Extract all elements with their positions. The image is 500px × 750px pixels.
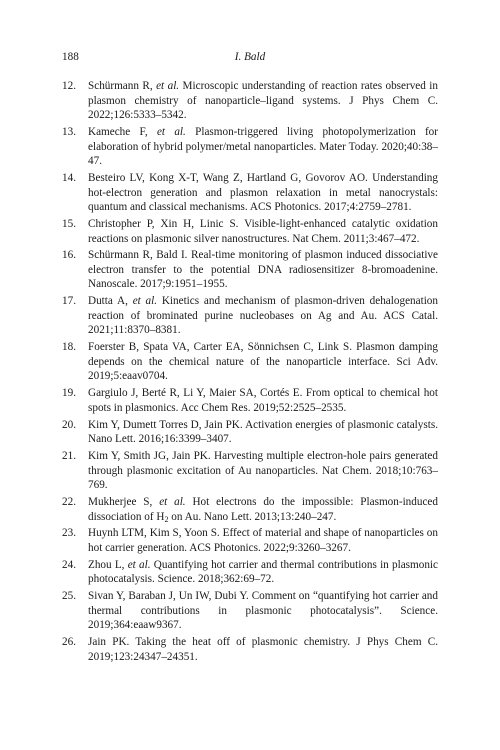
reference-item (62, 125, 438, 169)
reference-text: Gargiulo J, Berté R, Li Y, Maier SA, Cortés E. From optical to chemical hot spots in plasmonics. Acc Chem Res. 2019;52:2525–2535. (88, 387, 438, 414)
reference-number: 19. (62, 387, 76, 400)
reference-text-cont: Kinetics and mechanism of plasmon-driven dehalogenation reaction of brominated purine nucleobases on Ag and Au. ACS Catal. 2021;11:8370–8381. (88, 295, 438, 337)
reference-text: Christopher P, Xin H, Linic S. Visible-light-enhanced catalytic oxidation reactions on plasmonic silver nanostructures. Nat Chem. 2011;3:467–472. (88, 217, 438, 245)
reference-number: 15. (62, 217, 76, 230)
reference-item (62, 635, 438, 664)
reference-number: 21. (62, 449, 76, 462)
et-al: et al. (156, 80, 180, 92)
reference-item (62, 340, 438, 384)
reference-text-cont: Quantifying hot carrier and thermal contributions in plasmonic photocatalysis. Science. 2018;362:69–72. (88, 558, 438, 586)
reference-number: 24. (62, 558, 76, 571)
reference-text-cont: Hot electrons do the impossible: Plasmon-induced dissociation of H (88, 495, 438, 523)
reference-text: Kim Y, Smith JG, Jain PK. Harvesting multiple electron-hole pairs generated through plasmonic excitation of Au nanoparticles. Nat Chem. 2018;10:763–769. (88, 449, 438, 492)
et-al: et al. (132, 295, 158, 308)
reference-text: Sivan Y, Baraban J, Un IW, Dubi Y. Comment on “quantifying hot carrier and thermal contributions in plasmonic photocatalysis”. Science. 2019;364:eaaw9367. (88, 590, 438, 632)
reference-text: Jain PK. Taking the heat off of plasmonic chemistry. J Phys Chem C. 2019;123:24347–24351. (88, 636, 438, 663)
reference-text: Schürmann R, (88, 80, 157, 92)
reference-number: 14. (62, 171, 76, 184)
reference-item (62, 418, 438, 447)
running-head (62, 51, 438, 67)
reference-text: Schürmann R, Bald I. Real-time monitoring of plasmon induced dissociative electron transfer to the potential DNA radiosensitizer 8-bromoadenine. Nanoscale. 2017;9:1951–1955. (88, 249, 438, 291)
reference-text: Kim Y, Dumett Torres D, Jain PK. Activation energies of plasmonic catalysts. Nano Lett. 2016;16:3399–3407. (88, 418, 438, 446)
reference-item (62, 217, 438, 246)
reference-text: Foerster B, Spata VA, Carter EA, Sönnichsen C, Link S. Plasmon damping depends on the chemical nature of the nanoparticle interface. Sci Adv. 2019;5:eaav0704. (88, 341, 438, 383)
reference-list (62, 79, 438, 666)
subscript: 2 (164, 514, 169, 524)
reference-text: Dutta A, (88, 295, 133, 308)
reference-item (62, 558, 438, 587)
reference-text: Besteiro LV, Kong X-T, Wang Z, Hartland G, Govorov AO. Understanding hot-electron generation and plasmon relaxation in metal nanocrystals: quantum and classical mechanisms. ACS Photonics. 2017;4:2759–2781. (88, 171, 438, 214)
reference-number: 12. (62, 80, 76, 92)
reference-text: Zhou L, (88, 558, 128, 571)
reference-number: 17. (62, 295, 76, 308)
reference-text: Kameche F, (88, 125, 157, 138)
et-al: et al. (127, 558, 151, 571)
page-number: 188 (62, 51, 79, 63)
et-al: et al. (159, 495, 186, 508)
reference-item (62, 79, 438, 123)
et-al: et al. (156, 125, 186, 138)
reference-number: 13. (62, 125, 76, 138)
reference-item (62, 526, 438, 555)
reference-number: 18. (62, 341, 76, 354)
reference-text-end: on Au. Nano Lett. 2013;13:240–247. (168, 510, 337, 523)
reference-number: 25. (62, 590, 76, 603)
reference-number: 22. (62, 495, 76, 508)
reference-number: 16. (62, 249, 76, 262)
reference-item (62, 294, 438, 338)
reference-item (62, 171, 438, 215)
reference-number: 20. (62, 418, 76, 431)
reference-item (62, 386, 438, 415)
reference-text-cont: Plasmon-triggered living photopolymerization for elaboration of hybrid polymer/metal nanoparticles. Mater Today. 2020;40:38–47. (88, 125, 439, 168)
reference-item (62, 248, 438, 292)
reference-item (62, 449, 438, 493)
running-head-author: I. Bald (234, 51, 266, 63)
reference-text: Huynh LTM, Kim S, Yoon S. Effect of material and shape of nanoparticles on hot carrier generation. ACS Photonics. 2022;9:3260–3267. (88, 527, 438, 554)
reference-item (62, 495, 438, 524)
reference-text: Mukherjee S, (88, 495, 160, 508)
reference-number: 23. (62, 527, 76, 540)
reference-number: 26. (62, 636, 76, 648)
reference-text-cont: Microscopic understanding of reaction rates observed in plasmon chemistry of nanoparticle–ligand systems. J Phys Chem C. 2022;126:5333–5342. (88, 80, 439, 122)
reference-item (62, 589, 438, 633)
